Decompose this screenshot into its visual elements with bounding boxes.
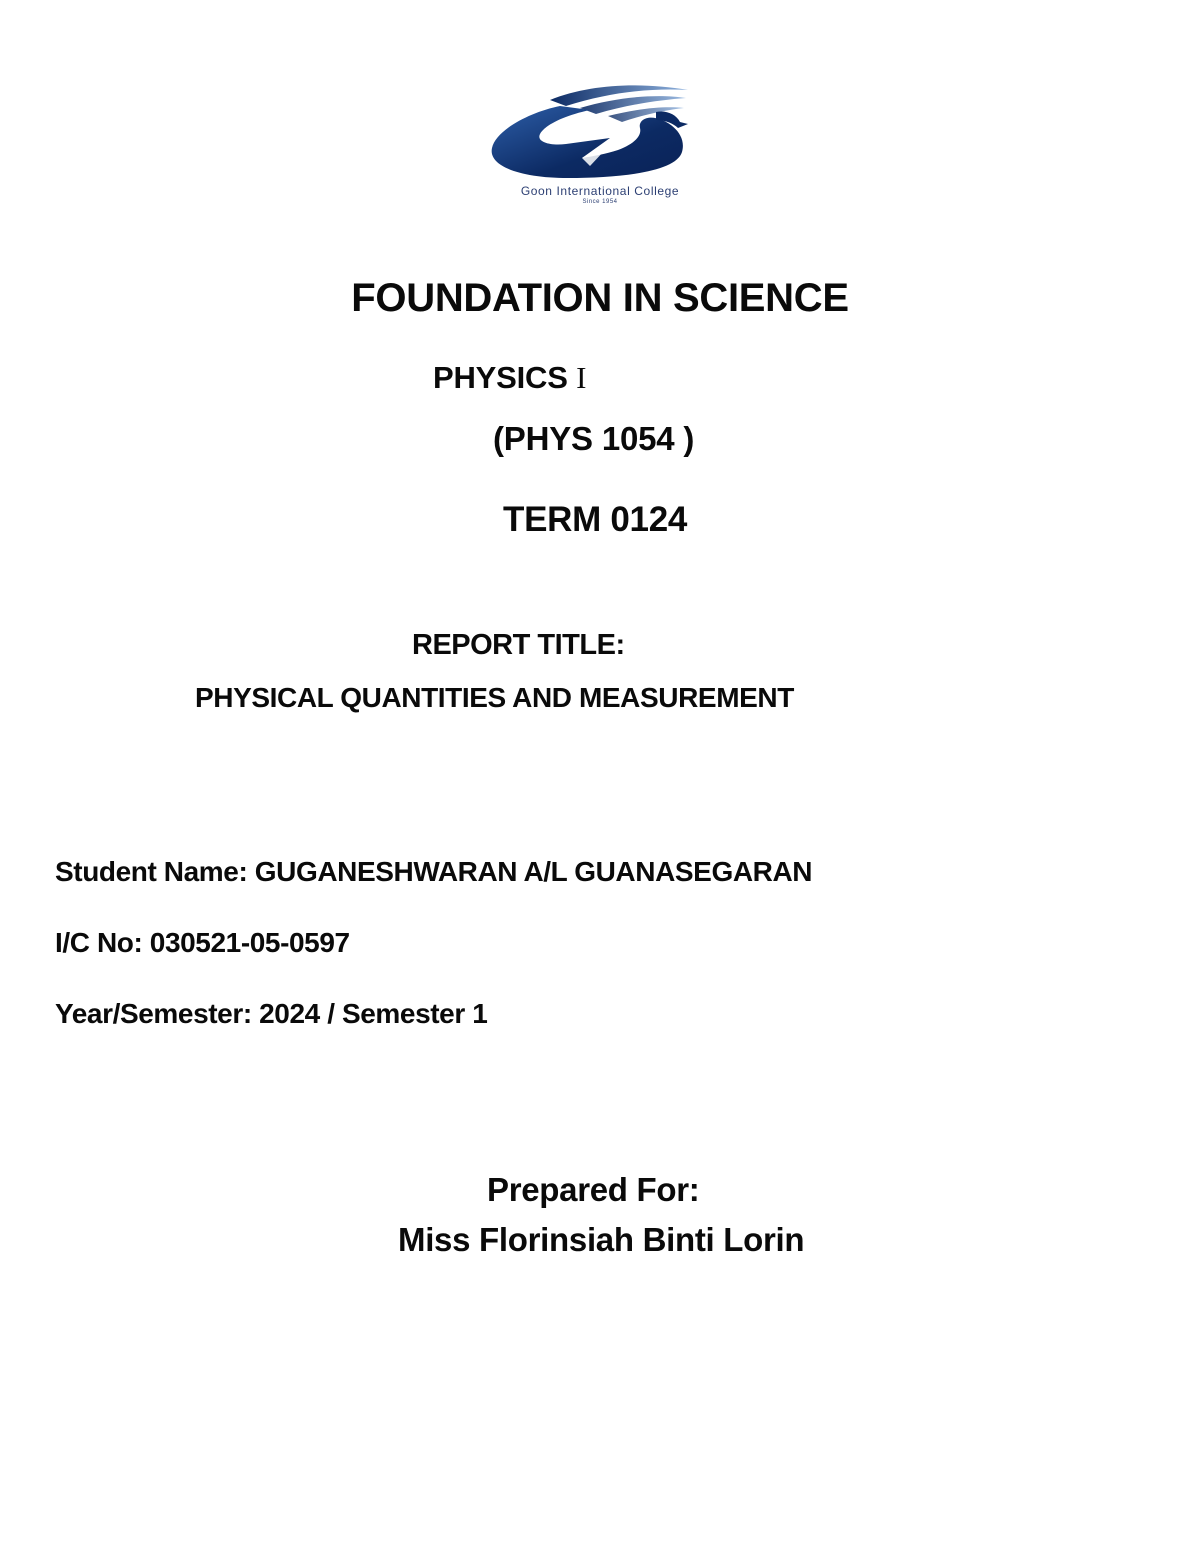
subject-title <box>433 360 586 396</box>
report-title-label: REPORT TITLE: <box>412 629 625 661</box>
college-since-text: Since 1954 <box>582 199 618 205</box>
student-name-line: Student Name: GUGANESHWARAN A/L GUANASEGARAN <box>55 856 813 887</box>
term-label: TERM 0124 <box>503 500 688 539</box>
college-name-text: Goon International College <box>520 184 680 198</box>
year-semester-line: Year/Semester: 2024 / Semester 1 <box>55 998 488 1029</box>
prepared-for-label: Prepared For: <box>487 1171 700 1208</box>
course-code: (PHYS 1054 ) <box>493 420 695 457</box>
college-logo <box>470 78 730 218</box>
subject-numeral: I <box>576 360 587 395</box>
subject-prefix: PHYSICS <box>433 360 568 395</box>
college-emblem-icon <box>470 78 730 190</box>
ic-number-line: I/C No: 030521-05-0597 <box>55 927 350 958</box>
program-title: FOUNDATION IN SCIENCE <box>351 276 849 320</box>
report-title: PHYSICAL QUANTITIES AND MEASUREMENT <box>195 682 794 713</box>
prepared-for-name: Miss Florinsiah Binti Lorin <box>398 1221 805 1258</box>
